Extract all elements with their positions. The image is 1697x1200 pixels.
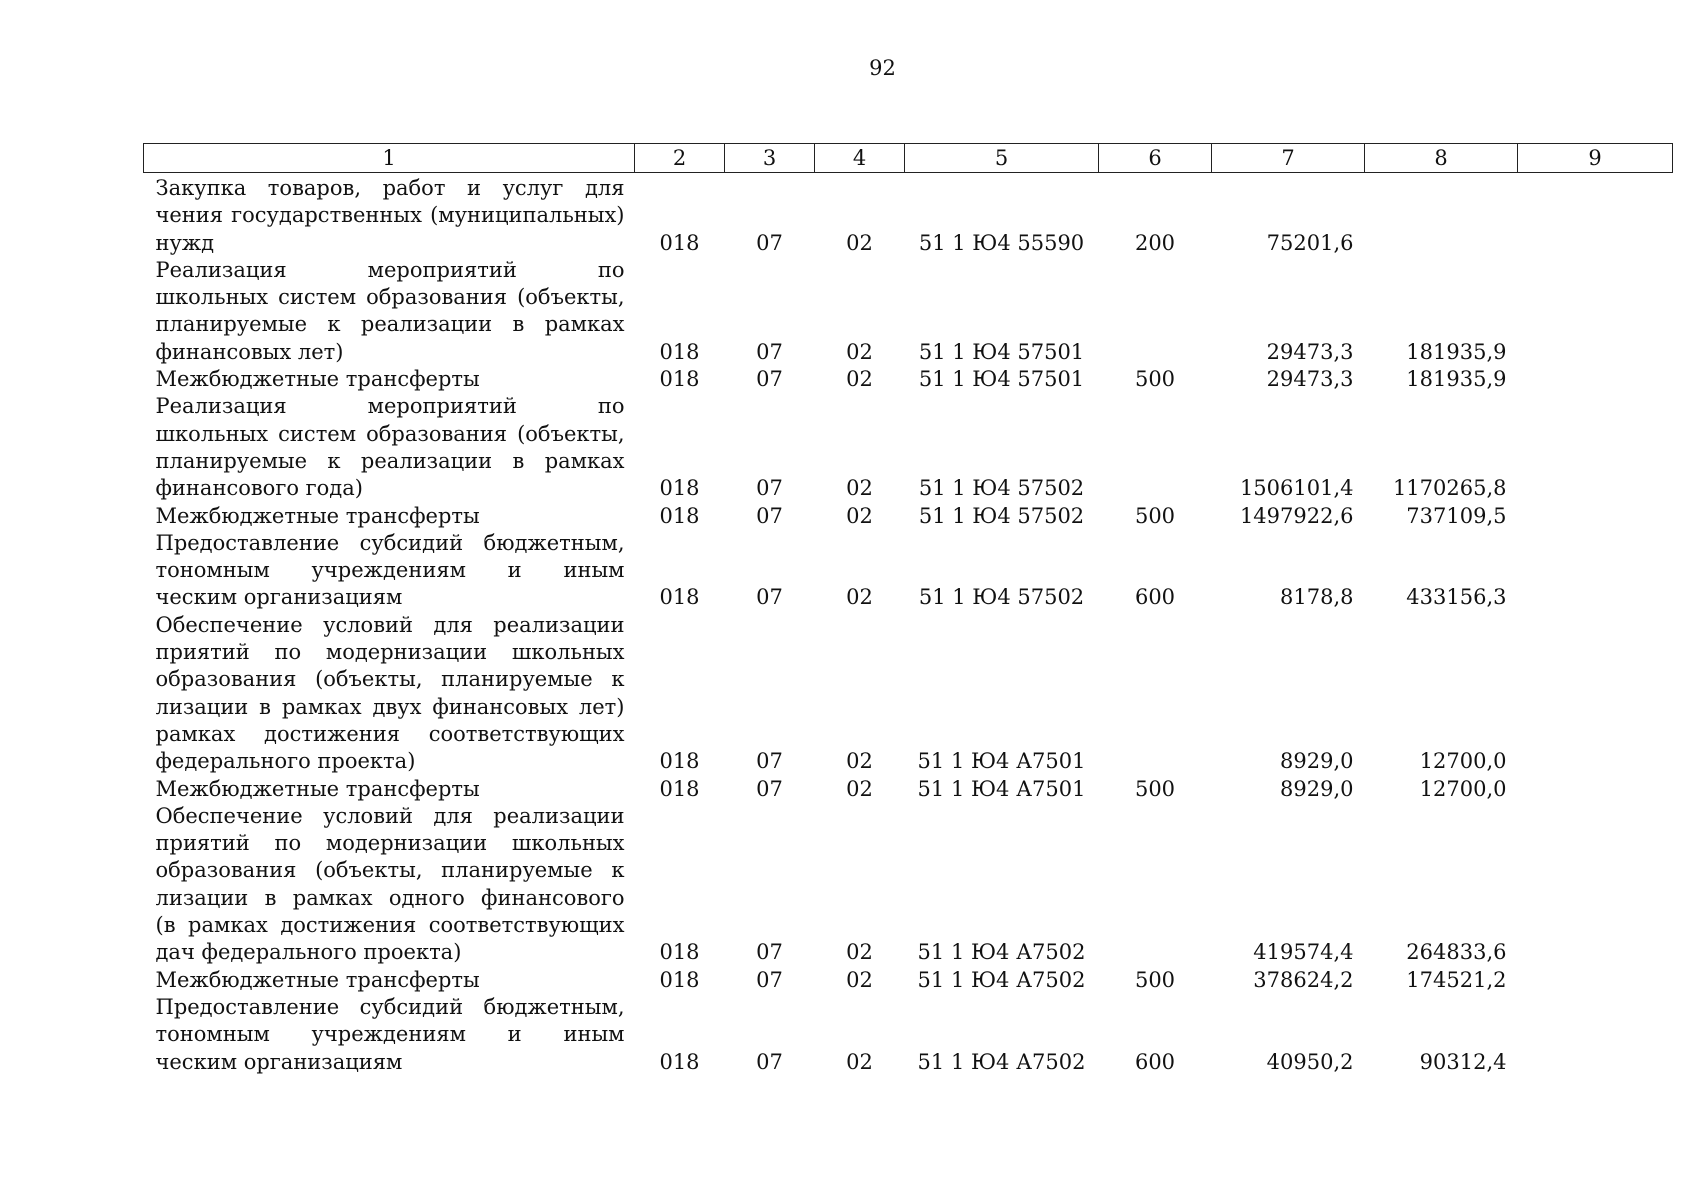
expense-type-cell xyxy=(1099,803,1212,967)
amount-col9-cell xyxy=(1518,173,1673,257)
target-article-cell: 51 1 Ю4 57502 xyxy=(918,503,1085,528)
table-row xyxy=(144,393,1673,502)
column-number-header-row xyxy=(144,144,1673,173)
ministry-code-cell: 018 xyxy=(659,776,700,801)
section-code-cell: 07 xyxy=(756,749,783,774)
description-line: школьных систем образования (объекты, xyxy=(155,285,625,310)
target-article-cell: 51 1 Ю4 55590 xyxy=(918,230,1085,255)
ministry-code-cell: 018 xyxy=(659,749,700,774)
ministry-code-cell: 018 xyxy=(659,585,700,610)
amount-col8-cell: 12700,0 xyxy=(1419,776,1507,801)
amount-col9-cell xyxy=(1518,393,1673,502)
amount-col9-cell xyxy=(1518,803,1673,967)
amount-col7-cell: 29473,3 xyxy=(1266,339,1354,364)
description-line: Межбюджетные трансферты xyxy=(155,503,480,528)
table-body xyxy=(144,173,1673,1076)
description-line: лизации в рамках двух финансовых лет) xyxy=(155,694,625,719)
amount-col8-cell: 433156,3 xyxy=(1406,585,1507,610)
description-line: Предоставление субсидий бюджетным, xyxy=(155,530,625,555)
table-row xyxy=(144,803,1673,967)
amount-col8-cell: 1170265,8 xyxy=(1392,476,1507,501)
description-line: Обеспечение условий для реализации xyxy=(155,612,625,637)
target-article-cell: 51 1 Ю4 57502 xyxy=(918,585,1085,610)
amount-col7-cell: 378624,2 xyxy=(1253,967,1354,992)
amount-col7-cell: 40950,2 xyxy=(1266,1049,1354,1074)
section-code-cell: 07 xyxy=(756,1049,783,1074)
expense-type-cell: 600 xyxy=(1134,585,1176,610)
subsection-code-cell: 02 xyxy=(846,967,873,992)
description-line: рамках достижения соответствующих xyxy=(155,721,625,746)
amount-col8-cell: 264833,6 xyxy=(1406,940,1507,965)
amount-col9-cell xyxy=(1518,366,1673,393)
amount-col9-cell xyxy=(1518,994,1673,1076)
column-header-9: 9 xyxy=(1518,144,1673,173)
ministry-code-cell: 018 xyxy=(659,940,700,965)
section-code-cell: 07 xyxy=(756,339,783,364)
description-line: Реализация мероприятий по xyxy=(155,257,625,282)
amount-col7-cell: 8929,0 xyxy=(1280,749,1354,774)
table-row xyxy=(144,503,1673,530)
amount-col8-cell: 181935,9 xyxy=(1406,367,1507,392)
description-line: образования (объекты, планируемые к xyxy=(155,667,625,692)
ministry-code-cell: 018 xyxy=(659,367,700,392)
description-line: школьных систем образования (объекты, xyxy=(155,421,625,446)
table-row xyxy=(144,994,1673,1076)
description-line: Закупка товаров, работ и услуг для xyxy=(155,176,625,200)
subsection-code-cell: 02 xyxy=(846,230,873,255)
description-line: финансового года) xyxy=(155,476,363,501)
row-description-cell xyxy=(144,173,635,257)
ministry-code-cell: 018 xyxy=(659,1049,700,1074)
table-row xyxy=(144,173,1673,257)
column-header-4: 4 xyxy=(815,144,905,173)
budget-table xyxy=(143,143,1673,1076)
target-article-cell: 51 1 Ю4 57502 xyxy=(918,476,1085,501)
subsection-code-cell: 02 xyxy=(846,339,873,364)
subsection-code-cell: 02 xyxy=(846,776,873,801)
subsection-code-cell: 02 xyxy=(846,940,873,965)
description-line: образования (объекты, планируемые к xyxy=(155,858,625,883)
section-code-cell: 07 xyxy=(756,940,783,965)
row-description-cell xyxy=(144,612,635,776)
ministry-code-cell: 018 xyxy=(659,967,700,992)
table-row xyxy=(144,530,1673,612)
description-line: нужд xyxy=(155,230,215,255)
subsection-code-cell: 02 xyxy=(846,503,873,528)
amount-col8-cell: 174521,2 xyxy=(1406,967,1507,992)
amount-col8-cell: 90312,4 xyxy=(1419,1049,1507,1074)
table-row xyxy=(144,967,1673,994)
row-description-cell xyxy=(144,257,635,366)
table-row xyxy=(144,257,1673,366)
amount-col9-cell xyxy=(1518,530,1673,612)
table-row xyxy=(144,366,1673,393)
row-description-cell xyxy=(144,503,635,530)
amount-col9-cell xyxy=(1518,776,1673,803)
section-code-cell: 07 xyxy=(756,585,783,610)
amount-col7-cell: 1506101,4 xyxy=(1239,476,1354,501)
target-article-cell: 51 1 Ю4 57501 xyxy=(918,339,1085,364)
subsection-code-cell: 02 xyxy=(846,476,873,501)
amount-col8-cell: 12700,0 xyxy=(1419,749,1507,774)
column-header-2: 2 xyxy=(635,144,725,173)
description-line: чения государственных (муниципальных) xyxy=(155,203,625,228)
target-article-cell: 51 1 Ю4 А7501 xyxy=(917,776,1086,801)
column-header-1: 1 xyxy=(144,144,635,173)
amount-col8-cell: 181935,9 xyxy=(1406,339,1507,364)
description-line: ческим организациям xyxy=(155,585,403,610)
description-line: Межбюджетные трансферты xyxy=(155,967,480,992)
table-row xyxy=(144,612,1673,776)
amount-col7-cell: 8178,8 xyxy=(1280,585,1354,610)
row-description-cell xyxy=(144,967,635,994)
amount-col8-cell xyxy=(1365,173,1518,257)
expense-type-cell: 500 xyxy=(1134,503,1176,528)
amount-col9-cell xyxy=(1518,257,1673,366)
description-line: тономным учреждениям и иным xyxy=(155,1022,625,1047)
description-line: лизации в рамках одного финансового xyxy=(155,885,625,910)
section-code-cell: 07 xyxy=(756,776,783,801)
subsection-code-cell: 02 xyxy=(846,585,873,610)
description-line: приятий по модернизации школьных xyxy=(155,831,625,856)
amount-col9-cell xyxy=(1518,503,1673,530)
expense-type-cell xyxy=(1099,257,1212,366)
expense-type-cell xyxy=(1099,393,1212,502)
target-article-cell: 51 1 Ю4 А7502 xyxy=(917,1049,1086,1074)
description-line: ческим организациям xyxy=(155,1049,403,1074)
column-header-5: 5 xyxy=(905,144,1099,173)
description-line: финансовых лет) xyxy=(155,339,344,364)
expense-type-cell xyxy=(1099,612,1212,776)
column-header-3: 3 xyxy=(725,144,815,173)
target-article-cell: 51 1 Ю4 57501 xyxy=(918,367,1085,392)
section-code-cell: 07 xyxy=(756,367,783,392)
ministry-code-cell: 018 xyxy=(659,503,700,528)
page-number: 92 xyxy=(869,56,896,80)
subsection-code-cell: 02 xyxy=(846,1049,873,1074)
description-line: Обеспечение условий для реализации xyxy=(155,803,625,828)
description-line: Межбюджетные трансферты xyxy=(155,367,480,392)
target-article-cell: 51 1 Ю4 А7502 xyxy=(917,940,1086,965)
amount-col7-cell: 419574,4 xyxy=(1253,940,1354,965)
column-header-7: 7 xyxy=(1212,144,1365,173)
subsection-code-cell: 02 xyxy=(846,367,873,392)
description-line: (в рамках достижения соответствующих xyxy=(155,913,625,938)
column-header-6: 6 xyxy=(1099,144,1212,173)
description-line: Межбюджетные трансферты xyxy=(155,776,480,801)
section-code-cell: 07 xyxy=(756,476,783,501)
ministry-code-cell: 018 xyxy=(659,230,700,255)
row-description-cell xyxy=(144,366,635,393)
description-line: дач федерального проекта) xyxy=(155,940,462,965)
ministry-code-cell: 018 xyxy=(659,476,700,501)
description-line: приятий по модернизации школьных xyxy=(155,640,625,665)
amount-col7-cell: 8929,0 xyxy=(1280,776,1354,801)
description-line: Реализация мероприятий по xyxy=(155,394,625,419)
target-article-cell: 51 1 Ю4 А7502 xyxy=(917,967,1086,992)
row-description-cell xyxy=(144,530,635,612)
description-line: федерального проекта) xyxy=(155,749,416,774)
column-header-8: 8 xyxy=(1365,144,1518,173)
row-description-cell xyxy=(144,994,635,1076)
description-line: планируемые к реализации в рамках xyxy=(155,312,625,337)
description-line: планируемые к реализации в рамках xyxy=(155,448,625,473)
description-line: Предоставление субсидий бюджетным, xyxy=(155,994,625,1019)
expense-type-cell: 500 xyxy=(1134,367,1176,392)
description-line: тономным учреждениям и иным xyxy=(155,558,625,583)
target-article-cell: 51 1 Ю4 А7501 xyxy=(917,749,1086,774)
row-description-cell xyxy=(144,776,635,803)
amount-col7-cell: 1497922,6 xyxy=(1239,503,1354,528)
row-description-cell xyxy=(144,393,635,502)
amount-col9-cell xyxy=(1518,967,1673,994)
section-code-cell: 07 xyxy=(756,503,783,528)
table-row xyxy=(144,776,1673,803)
amount-col7-cell: 29473,3 xyxy=(1266,367,1354,392)
amount-col7-cell: 75201,6 xyxy=(1266,230,1354,255)
expense-type-cell: 500 xyxy=(1134,776,1176,801)
expense-type-cell: 200 xyxy=(1134,230,1176,255)
expense-type-cell: 500 xyxy=(1134,967,1176,992)
expense-type-cell: 600 xyxy=(1134,1049,1176,1074)
amount-col9-cell xyxy=(1518,612,1673,776)
section-code-cell: 07 xyxy=(756,967,783,992)
amount-col8-cell: 737109,5 xyxy=(1406,503,1507,528)
ministry-code-cell: 018 xyxy=(659,339,700,364)
subsection-code-cell: 02 xyxy=(846,749,873,774)
row-description-cell xyxy=(144,803,635,967)
section-code-cell: 07 xyxy=(756,230,783,255)
